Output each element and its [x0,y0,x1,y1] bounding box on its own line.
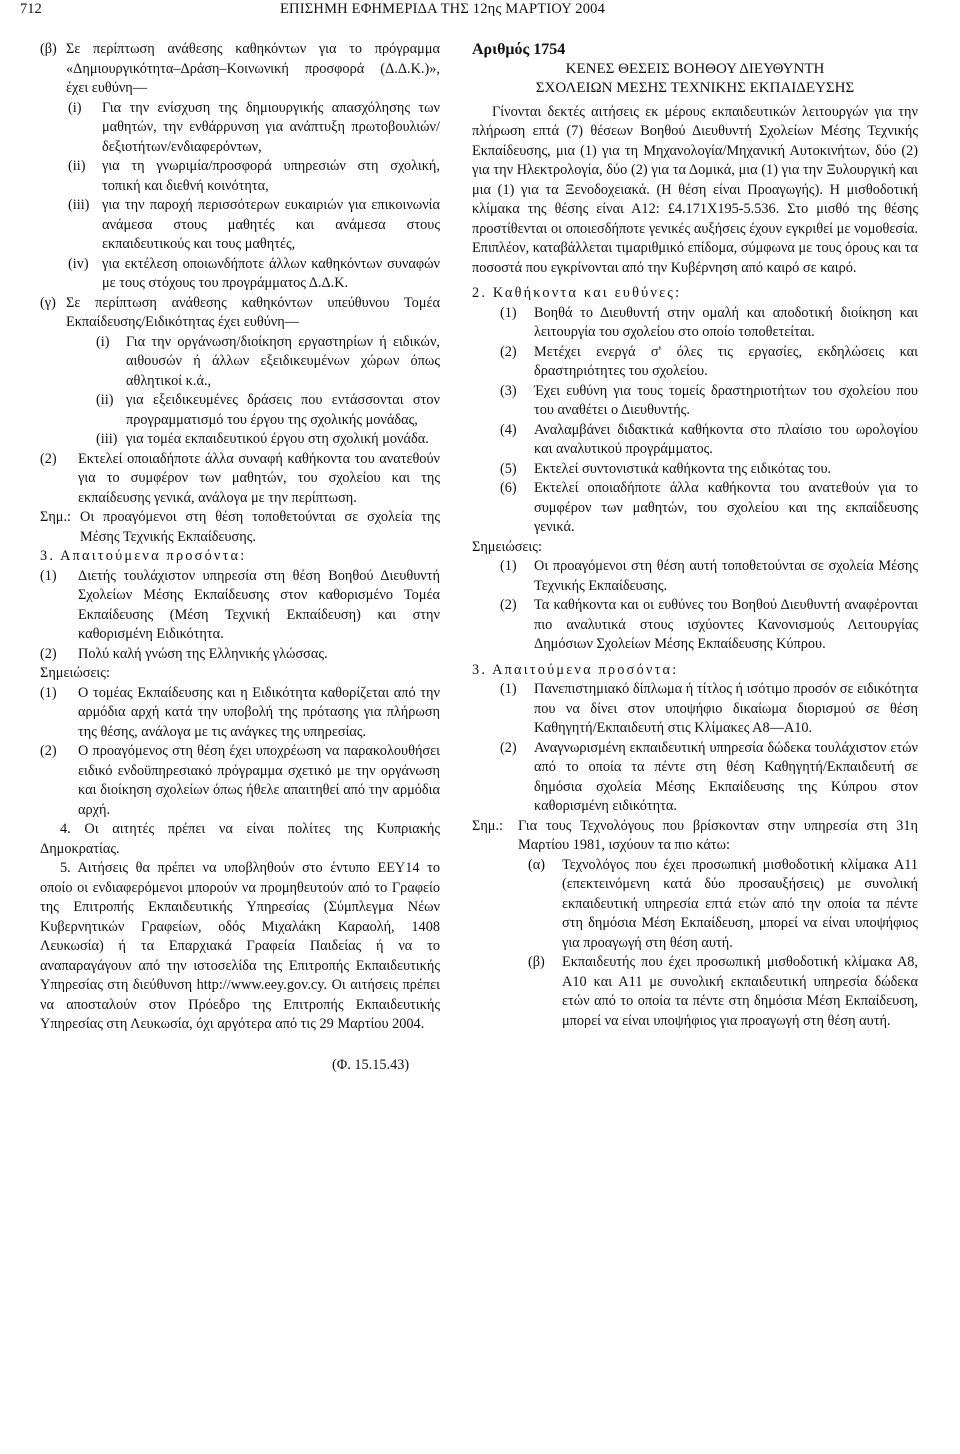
item-label: (1) [40,684,57,701]
section-b [40,40,440,99]
item-label: (β) [40,41,57,57]
item-label: (2) [500,343,517,360]
section-g-items [40,333,440,450]
paragraph-2-text: Εκτελεί οποιαδήποτε άλλα συναφή καθήκοντα του ανατεθούν για το συμφέρον των μαθητών, του σχολείου και της εκπαίδευσης γενικά, ανάλογα με την περίπτωση. [78,450,440,506]
list-item [68,99,440,158]
requirements-heading: 3. Απαιτούμενα προσόντα: [40,548,247,564]
notice-title-line-2: ΣΧΟΛΕΙΩΝ ΜΕΣΗΣ ΤΕΧΝΙΚΗΣ ΕΚΠΑΙΔΕΥΣΗΣ [535,80,855,96]
section-b-items [40,99,440,294]
item-text: Οι προαγόμενοι στη θέση αυτή τοποθετούνται σε σχολεία Μέσης Τεχνικής Εκπαίδευσης. [534,558,918,594]
item-text: Εκτελεί οποιαδήποτε άλλα καθήκοντα του ανατεθούν για το συμφέρον των μαθητών, του σχολείου και της εκπαίδευσης γενικά. [534,480,918,535]
note [40,508,440,547]
item-label: (i) [68,99,82,116]
paragraph-2 [40,450,440,509]
item-label: (iii) [96,431,118,447]
item-label: (γ) [40,294,56,311]
item-text: Ο προαγόμενος στη θέση έχει υποχρέωση να παρακολουθήσει ειδικό ενδοϋπηρεσιακό πρόγραμμα σχετικό με την οργάνωση και διοίκηση σχολείων όπως ήθελε απαιτηθεί από την αρμόδια αρχή. [78,743,440,818]
note [472,817,918,856]
notes-heading: Σημειώσεις: [472,538,542,555]
item-label: (3) [500,382,517,399]
left-column [40,40,440,1035]
item-text: Για την ενίσχυση της δημιουργικής απασχόλησης των μαθητών, την ενθάρρυνση για ανάπτυξη πρωτοβουλιών/δεξιοτήτων/ενδιαφερόντων, [102,99,440,155]
item-label: (2) [40,645,57,662]
item-label: (iv) [68,255,89,272]
item-label: (1) [40,567,57,584]
item-text: Ο τομέας Εκπαίδευσης και η Ειδικότητα καθορίζεται από την αρμόδια αρχή κατά την υποβολή της πρότασης για πλήρωση της θέσης, ανάλογα με τις ανάγκες της υπηρεσίας. [78,684,440,740]
item-text: Έχει ευθύνη για τους τομείς δραστηριοτήτων του σχολείου που του αναθέτει ο Διευθυντής. [534,382,918,418]
item-text: Μετέχει ενεργά σ' όλες τις εργασίες, εκδηλώσεις και δραστηριότητες του σχολείου. [534,343,918,379]
section-g-text: Σε περίπτωση ανάθεσης καθηκόντων υπεύθυνου Τομέα Εκπαίδευσης/Ειδικότητας έχει ευθύνη— [66,294,440,330]
notice-title-line-1: ΚΕΝΕΣ ΘΕΣΕΙΣ ΒΟΗΘΟΥ ΔΙΕΥΘΥΝΤΗ [565,60,825,77]
list-item [500,460,918,480]
list-item [40,645,440,665]
list-item [40,567,440,645]
list-item [500,382,918,421]
requirements-list [472,680,918,817]
section-b-text: Σε περίπτωση ανάθεσης καθηκόντων για το πρόγραμμα «Δημιουργικότητα–Δράση–Κοινωνική προσφορά (Δ.Δ.Κ.)», έχει ευθύνη— [66,41,440,96]
item-text: Τα καθήκοντα και οι ευθύνες του Βοηθού Διευθυντή αναφέρονται πιο αναλυτικά στους ισχύοντες Κανονισμούς Λειτουργίας Δημόσιων Σχολείων Μέσης Εκπαίδευσης Κύπρου. [534,597,918,652]
item-label: (2) [500,739,517,756]
list-item [500,479,918,538]
item-label: (1) [500,681,517,697]
item-text: Εκτελεί συντονιστικά καθήκοντα της ειδικότας του. [534,460,832,477]
list-item [96,391,440,430]
note-text: Για τους Τεχνολόγους που βρίσκονταν στην υπηρεσία στη 31η Μαρτίου 1981, ισχύουν τα πιο κάτω: [518,817,918,853]
list-item [68,196,440,255]
requirements-heading: 3. Απαιτούμενα προσόντα: [472,661,679,678]
item-label: (6) [500,480,517,496]
item-label: (α) [528,856,546,873]
gazette-title: ΕΠΙΣΗΜΗ ΕΦΗΜΕΡΙΔΑ ΤΗΣ 12ης ΜΑΡΤΙΟΥ 2004 [280,1,606,17]
note-label: Σημ.: [472,817,504,834]
list-item [500,739,918,817]
notes-heading: Σημειώσεις: [40,665,110,681]
item-label: (1) [500,558,517,574]
note-items [472,856,918,1032]
item-label: (2) [40,450,57,467]
list-item [96,430,440,450]
file-reference: (Φ. 15.15.43) [332,1056,410,1073]
item-text: για τομέα εκπαιδευτικού έργου στη σχολική μονάδα. [126,431,429,447]
item-text: για την παροχή περισσότερων ευκαιριών για επικοινωνία ανάμεσα στους μαθητές και ανάμεσα στους εκπαιδευτικούς και τους μαθητές, [102,197,440,252]
duties-list [472,304,918,538]
notice-number: Αριθμός 1754 [472,41,566,58]
list-item [500,343,918,382]
notes-list [40,684,440,821]
item-label: (2) [40,743,57,759]
item-label: (i) [96,333,110,350]
page-header [0,0,960,22]
list-item [500,304,918,343]
list-item [528,953,918,1031]
item-text: Βοηθά το Διευθυντή στην ομαλή και αποδοτική διοίκηση και λειτουργία του σχολείου στο οποίο τοποθετείται. [534,304,918,340]
list-item [500,421,918,460]
list-item [500,557,918,596]
item-text: Εκπαιδευτής που έχει προσωπική μισθοδοτική κλίμακα Α8, Α10 και Α11 με συνολική εκπαιδευτική υπηρεσία δώδεκα ετών από το οποία τα πέντε στη δημόσια Μέση Εκπαίδευση, μπορεί να είναι υποψήφιος για προαγωγή στη θέση αυτή. [562,954,918,1029]
paragraph-5: 5. Αιτήσεις θα πρέπει να υποβληθούν στο έντυπο ΕΕΥ14 το οποίο οι ενδιαφερόμενοι μπορούν να προμηθευτούν από το Γραφείο της Επιτροπής Εκπαιδευτικής Υπηρεσίας (Σύμπλεγμα Νέων Κυβερνητικών Γραφείων, οδός Μιχαλάκη Καραολή, 1408 Λευκωσία) ή τα Επαρχιακά Γραφεία Παιδείας ή να το αναπαραγάγουν από την ιστοσελίδα της Επιτροπής Εκπαιδευτικής Υπηρεσίας στη διεύθυνση http://www.eey.gov.cy. Οι αιτήσεις πρέπει να αποσταλούν στον Πρόεδρο της Επιτροπής Εκπαιδευτικής Υπηρεσίας στη Λευκωσία, όχι αργότερα από τις 29 Μαρτίου 2004. [40,860,440,1032]
note-text: Οι προαγόμενοι στη θέση τοποθετούνται σε σχολεία της Μέσης Τεχνικής Εκπαίδευσης. [80,509,440,545]
item-text: Για την οργάνωση/διοίκηση εργαστηρίων ή ειδικών, αιθουσών ή άλλων εξειδικευμένων χώρων όπως αθλητικοί κ.ά., [126,333,440,389]
item-text: για εξειδικευμένες δράσεις που εντάσσονται στον προγραμματισμό του έργου της σχολικής μονάδας, [126,392,440,428]
duties-heading: 2. Καθήκοντα και ευθύνες: [472,285,682,301]
item-text: Πολύ καλή γνώση της Ελληνικής γλώσσας. [78,645,328,662]
item-label: (ii) [68,158,86,174]
item-text: για τη γνωριμία/προσφορά υπηρεσιών στη σχολική, τοπική και διεθνή κοινότητα, [102,158,440,194]
item-text: Τεχνολόγος που έχει προσωπική μισθοδοτική κλίμακα Α11 (επεκτεινόμενη κατά δύο προσαυξήσεις) με συνολική εκπαιδευτική υπηρεσία επτά ετών από την οποία τα πέντε στη δημόσια Μέση Εκπαίδευση, μπορεί να είναι υποψήφιος για προαγωγή στη θέση αυτή. [562,856,918,951]
item-text: Πανεπιστημιακό δίπλωμα ή τίτλος ή ισότιμο προσόν σε ειδικότητα που να δίνει στον υποψήφιο δικαίωμα διορισμού σε θέση Καθηγητή/Εκπαιδευτή στις Κλίμακες Α8—Α10. [534,681,918,736]
section-g [40,294,440,333]
item-text: Αναγνωρισμένη εκπαιδευτική υπηρεσία δώδεκα τουλάχιστον ετών από το οποία τα πέντε στη θέση Καθηγητή/Εκπαιδευτή σε δημόσια σχολεία Μέσης Εκπαίδευσης της Κύπρου στον καθορισμένη ειδικότητα. [534,739,918,814]
item-label: (1) [500,304,517,321]
item-text: για εκτέλεση οποιωνδήποτε άλλων καθηκόντων συναφών με τους στόχους του προγράμματος Δ.Δ.Κ. [102,255,440,291]
item-label: (4) [500,421,517,438]
intro-paragraph: Γίνονται δεκτές αιτήσεις εκ μέρους εκπαιδευτικών λειτουργών για την πλήρωση επτά (7) θέσεων Βοηθού Διευθυντή Σχολείων Μέσης Τεχνικής Εκπαίδευσης, μια (1) για τη Μηχανολογία/Μηχανική Αυτοκινήτων, δύο (2) για την Ηλεκτρολογία, δύο (2) για τα Δομικά, μια (1) για την Ξυλουργική και μια (1) για τα Ξενοδοχειακά. (Η θέση είναι Προαγωγής). Η μισθοδοτική κλίμακα της θέσης είναι Α12: £4.171Χ195-5.536. Στο μισθό της θέσης προστίθενται οι οποιεσδήποτε γενικές αυξήσεις έχουν εγκριθεί με νομοθεσία. Επιπλέον, καταβάλλεται τιμαριθμικό επίδομα, σύμφωνα με τους όρους και τα ποσοστά που εγκρίνονται από την Κυβέρνηση από καιρό σε καιρό. [472,103,918,276]
item-label: (2) [500,597,517,613]
list-item [40,684,440,743]
item-text: Αναλαμβάνει διδακτικά καθήκοντα στο πλαίσιο του ωρολογίου και αναλυτικού προγράμματος. [534,421,918,457]
item-label: (iii) [68,197,90,213]
list-item [40,742,440,820]
item-text: Διετής τουλάχιστον υπηρεσία στη θέση Βοηθού Διευθυντή Σχολείων Μέσης Εκπαίδευσης στον καθορισμένο Τομέα Εκπαίδευσης (Μέση Τεχνική Εκπαίδευση) και στην καθορισμένη Ειδικότητα. [78,567,440,642]
list-item [68,157,440,196]
list-item [500,680,918,739]
notes-list [472,557,918,655]
item-label: (ii) [96,392,114,408]
note-label: Σημ.: [40,509,72,525]
list-item [68,255,440,294]
list-item [500,596,918,655]
item-label: (β) [528,954,545,970]
paragraph-4: 4. Οι αιτητές πρέπει να είναι πολίτες της Κυπριακής Δημοκρατίας. [40,821,440,857]
list-item [96,333,440,392]
page-number: 712 [20,1,42,17]
item-label: (5) [500,460,517,477]
right-column [332,40,918,1073]
requirements-list [40,567,440,665]
list-item [528,856,918,954]
